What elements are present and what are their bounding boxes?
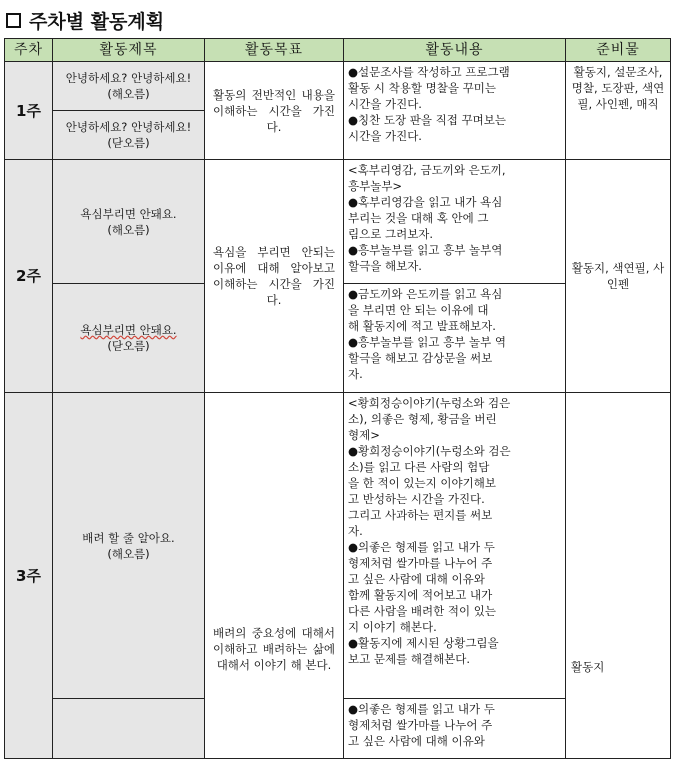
activity-goal-cell	[205, 62, 344, 160]
content-line: ●의좋은 형제를 읽고 내가 두	[348, 702, 495, 716]
content-line: 할극을 해보고 감상문을 써보	[348, 351, 493, 365]
content-line: 형제처럼 쌀가마를 나누어 주	[348, 556, 493, 570]
content-line: 을 부리면 안 되는 이유에 대	[348, 303, 489, 317]
content-line: 형제처럼 쌀가마를 나누어 주	[348, 718, 493, 732]
activity-title-cell	[53, 160, 205, 284]
activity-content-cell	[344, 62, 566, 160]
activity-content-cell	[344, 393, 566, 699]
week-label: 3주	[5, 393, 53, 759]
content-line: 림으로 그려보자.	[348, 227, 434, 241]
week-label: 2주	[5, 160, 53, 393]
table-row	[5, 62, 671, 111]
content-line: 시간을 가진다.	[348, 129, 422, 143]
content-line: ●칭찬 도장 판을 직접 꾸며보는	[348, 113, 506, 127]
content-line: 자.	[348, 524, 363, 538]
header-materials: 준비물	[566, 39, 671, 62]
content-line: ●금도끼와 은도끼를 읽고 욕심	[348, 287, 503, 301]
content-line: 다른 사람을 배려한 적이 있는	[348, 604, 496, 618]
content-line: ●황희정승이야기(누렁소와 검은	[348, 444, 511, 458]
activity-goal-cell	[205, 393, 344, 759]
activity-session: (해오름)	[107, 222, 150, 237]
doc-title-text: 주차별 활동계획	[29, 10, 165, 33]
materials: 활동지	[571, 660, 605, 674]
table-row	[5, 160, 671, 284]
activity-goal: 배려의 중요성에 대해서 이해하고 배려하는 삶에 대해서 이야기 해 본다.	[213, 626, 335, 672]
header-week: 주차	[5, 39, 53, 62]
materials-cell	[566, 393, 671, 759]
content-line: 고 싶은 사람에 대해 이유와	[348, 734, 485, 748]
content-line: 지 이야기 해본다.	[348, 620, 437, 634]
activity-title-cell	[53, 393, 205, 699]
content-line: 보고 문제를 해결해본다.	[348, 652, 471, 666]
activity-content-cell	[344, 160, 566, 284]
header-activity-content: 활동내용	[344, 39, 566, 62]
doc-title	[6, 6, 164, 34]
content-line: 시간을 가진다.	[348, 97, 422, 111]
content-line: 소), 의좋은 형제, 황금을 버린	[348, 412, 497, 426]
materials-cell	[566, 160, 671, 393]
content-line: 함께 활동지에 적어보고 내가	[348, 588, 493, 602]
week-label: 1주	[5, 62, 53, 160]
materials: 활동지, 설문조사, 명찰, 도장판, 색연필, 사인펜, 매직	[571, 65, 665, 111]
header-activity-title: 활동제목	[53, 39, 205, 62]
activity-title-cell	[53, 111, 205, 160]
activity-content-cell	[344, 284, 566, 393]
activity-content-cell	[344, 699, 566, 759]
activity-title-cell	[53, 284, 205, 393]
content-line: 활동 시 착용할 명찰을 꾸미는	[348, 81, 496, 95]
content-line: 그리고 사과하는 편지를 써보	[348, 508, 493, 522]
content-line: ●활동지에 제시된 상황그림을	[348, 636, 499, 650]
activity-title: 안녕하세요? 안녕하세요!	[65, 71, 192, 85]
weekly-plan-table	[4, 38, 671, 759]
table-row	[5, 393, 671, 699]
activity-title: 안녕하세요? 안녕하세요!	[65, 120, 192, 134]
content-line: <혹부리영감, 금도끼와 은도끼,	[348, 163, 506, 177]
checkbox-square-icon	[6, 13, 21, 28]
content-line: 소)를 읽고 다른 사람의 험담	[348, 460, 490, 474]
content-line: 형제>	[348, 428, 380, 442]
content-line: 흥부놀부>	[348, 179, 403, 193]
activity-title-cell	[53, 62, 205, 111]
materials: 활동지, 색연필, 사인펜	[571, 261, 665, 291]
content-line: 자.	[348, 367, 363, 381]
content-line: 을 한 적이 있는지 이야기해보	[348, 476, 496, 490]
activity-session: (해오름)	[107, 546, 150, 561]
header-row	[5, 39, 671, 62]
content-line: 부리는 것을 대해 혹 안에 그	[348, 211, 489, 225]
content-line: ●설문조사를 작성하고 프로그램	[348, 65, 510, 79]
activity-session: (닫오름)	[107, 339, 150, 353]
activity-title-cell	[53, 699, 205, 759]
content-line: 고 반성하는 시간을 가진다.	[348, 492, 485, 506]
activity-session: (해오름)	[107, 87, 150, 101]
content-line: ●흥부놀부를 읽고 흥부 놀부 역	[348, 335, 506, 349]
content-line: ●흥부놀부를 읽고 흥부 놀부역	[348, 243, 503, 257]
content-line: <황희정승이야기(누렁소와 검은	[348, 396, 511, 410]
activity-title: 욕심부리면 안돼요.	[80, 206, 177, 221]
content-line: 고 싶은 사람에 대해 이유와	[348, 572, 485, 586]
activity-title: 욕심부리면 안돼요.	[80, 323, 177, 337]
activity-goal-cell	[205, 160, 344, 393]
content-line: 해 활동지에 적고 발표해보자.	[348, 319, 496, 333]
activity-goal: 활동의 전반적인 내용을 이해하는 시간을 가진다.	[213, 87, 335, 134]
content-line: ●의좋은 형제를 읽고 내가 두	[348, 540, 495, 554]
content-line: ●혹부리영감을 읽고 내가 욕심	[348, 195, 503, 209]
header-activity-goal: 활동목표	[205, 39, 344, 62]
activity-goal: 욕심을 부리면 안되는 이유에 대해 알아보고 이해하는 시간을 가진다.	[213, 245, 335, 307]
activity-title: 배려 할 줄 알아요.	[82, 530, 175, 545]
activity-session: (닫오름)	[107, 136, 150, 150]
materials-cell	[566, 62, 671, 160]
content-line: 할극을 해보자.	[348, 259, 422, 273]
